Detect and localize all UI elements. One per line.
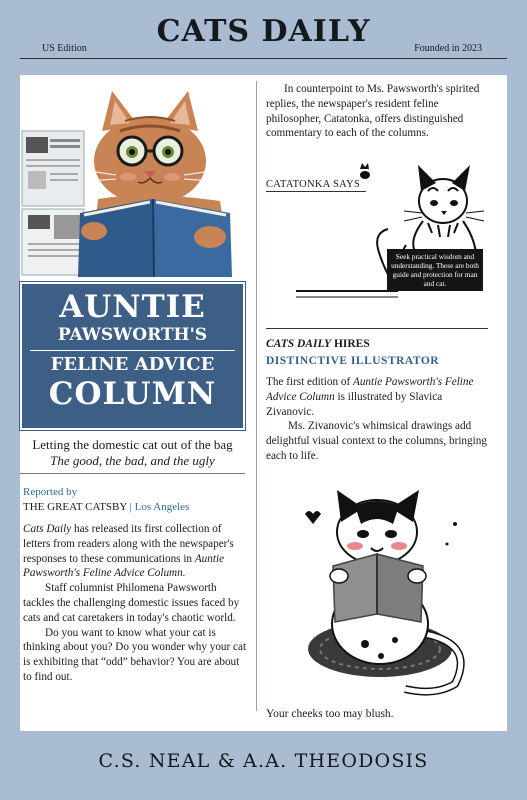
left-paragraph-3: Do you want to know what your cat is thinking about you? Do you wonder why your cat is exhibiting that “odd” behavior? You are about to find out. (23, 626, 247, 683)
catatonka-heading: CATATONKA SAYS (266, 179, 366, 192)
right-p1-start: The first edition of (266, 376, 353, 388)
right-p1-italic: Auntie Pawsworth's Feline Advice Column (266, 376, 474, 403)
right-article (266, 375, 491, 464)
right-paragraph-1 (266, 375, 491, 419)
column-divider (256, 81, 257, 711)
small-cat-icon (360, 163, 370, 179)
grey-book-icon (333, 554, 423, 622)
right-section-rule (266, 328, 488, 329)
title-line-pawsworths: PAWSWORTH'S (57, 325, 208, 345)
founded-label: Founded in 2023 (414, 43, 482, 54)
byline-credit (23, 500, 189, 515)
left-p1-text: has released its first collection of letters from readers along with the newspaper's responses to these communications in (23, 523, 234, 565)
hires-heading-italic: CATS DAILY (266, 338, 332, 350)
title-divider (30, 350, 235, 351)
footer-band (0, 731, 527, 800)
newspaper-stack-icon (22, 131, 84, 275)
tagline-main: Letting the domestic cat out of the bag (32, 437, 233, 452)
byline (23, 485, 189, 515)
right-intro: In counterpoint to Ms. Pawsworth's spirited replies, the newspaper's resident feline philosopher, Catatonka, offers distinguished commentary to each of the columns. (266, 83, 480, 140)
left-paragraph-2: Staff columnist Philomena Pawsworth tackles the challenging domestic issues faced by cats and cat caretakers in today's chaotic world. (23, 582, 240, 624)
sitting-cat-icon (403, 165, 484, 257)
cats-daily-italic: Cats Daily (23, 523, 72, 535)
byline-label: Reported by (23, 486, 78, 498)
illustration-caption: Your cheeks too may blush. (266, 708, 394, 720)
tagline-sub: The good, the bad, and the ugly (50, 453, 215, 468)
hires-subheading: DISTINCTIVE ILLUSTRATOR (266, 355, 440, 367)
masthead (0, 0, 527, 75)
left-paragraph-1 (23, 522, 248, 581)
byline-separator: | (126, 501, 135, 513)
title-line-auntie: AUNTIE (59, 289, 206, 325)
blushing-cat-illustration (285, 484, 485, 704)
book-title-block (20, 282, 245, 430)
tagline (20, 437, 245, 469)
masthead-rule (20, 58, 507, 59)
right-p1-end: is illustrated by Slavica Zivanovic. (266, 390, 443, 418)
byline-city: Los Angeles (134, 501, 190, 513)
edition-label: US Edition (42, 43, 87, 54)
newspaper-page (20, 75, 507, 731)
left-article (23, 522, 248, 685)
title-line-column: COLUMN (48, 376, 217, 412)
hires-heading-rest: HIRES (331, 338, 370, 350)
masthead-title: CATS DAILY (156, 14, 371, 49)
tagline-rule (20, 473, 245, 474)
book-authors: C.S. NEAL & A.A. THEODOSIS (98, 750, 429, 772)
catatonka-callout: Seek practical wisdom and understanding. These are both guide and protection for man and cat. (387, 249, 483, 291)
hires-heading (266, 338, 370, 350)
cat-reading-illustration (20, 81, 242, 277)
book-title-italic: Auntie Pawsworth's Feline Advice Column. (23, 552, 225, 580)
right-paragraph-2: Ms. Zivanovic's whimsical drawings add delightful visual context to the columns, bringing each to life. (266, 420, 487, 462)
byline-author: THE GREAT CATSBY (23, 501, 127, 513)
title-line-feline-advice: FELINE ADVICE (50, 354, 215, 375)
